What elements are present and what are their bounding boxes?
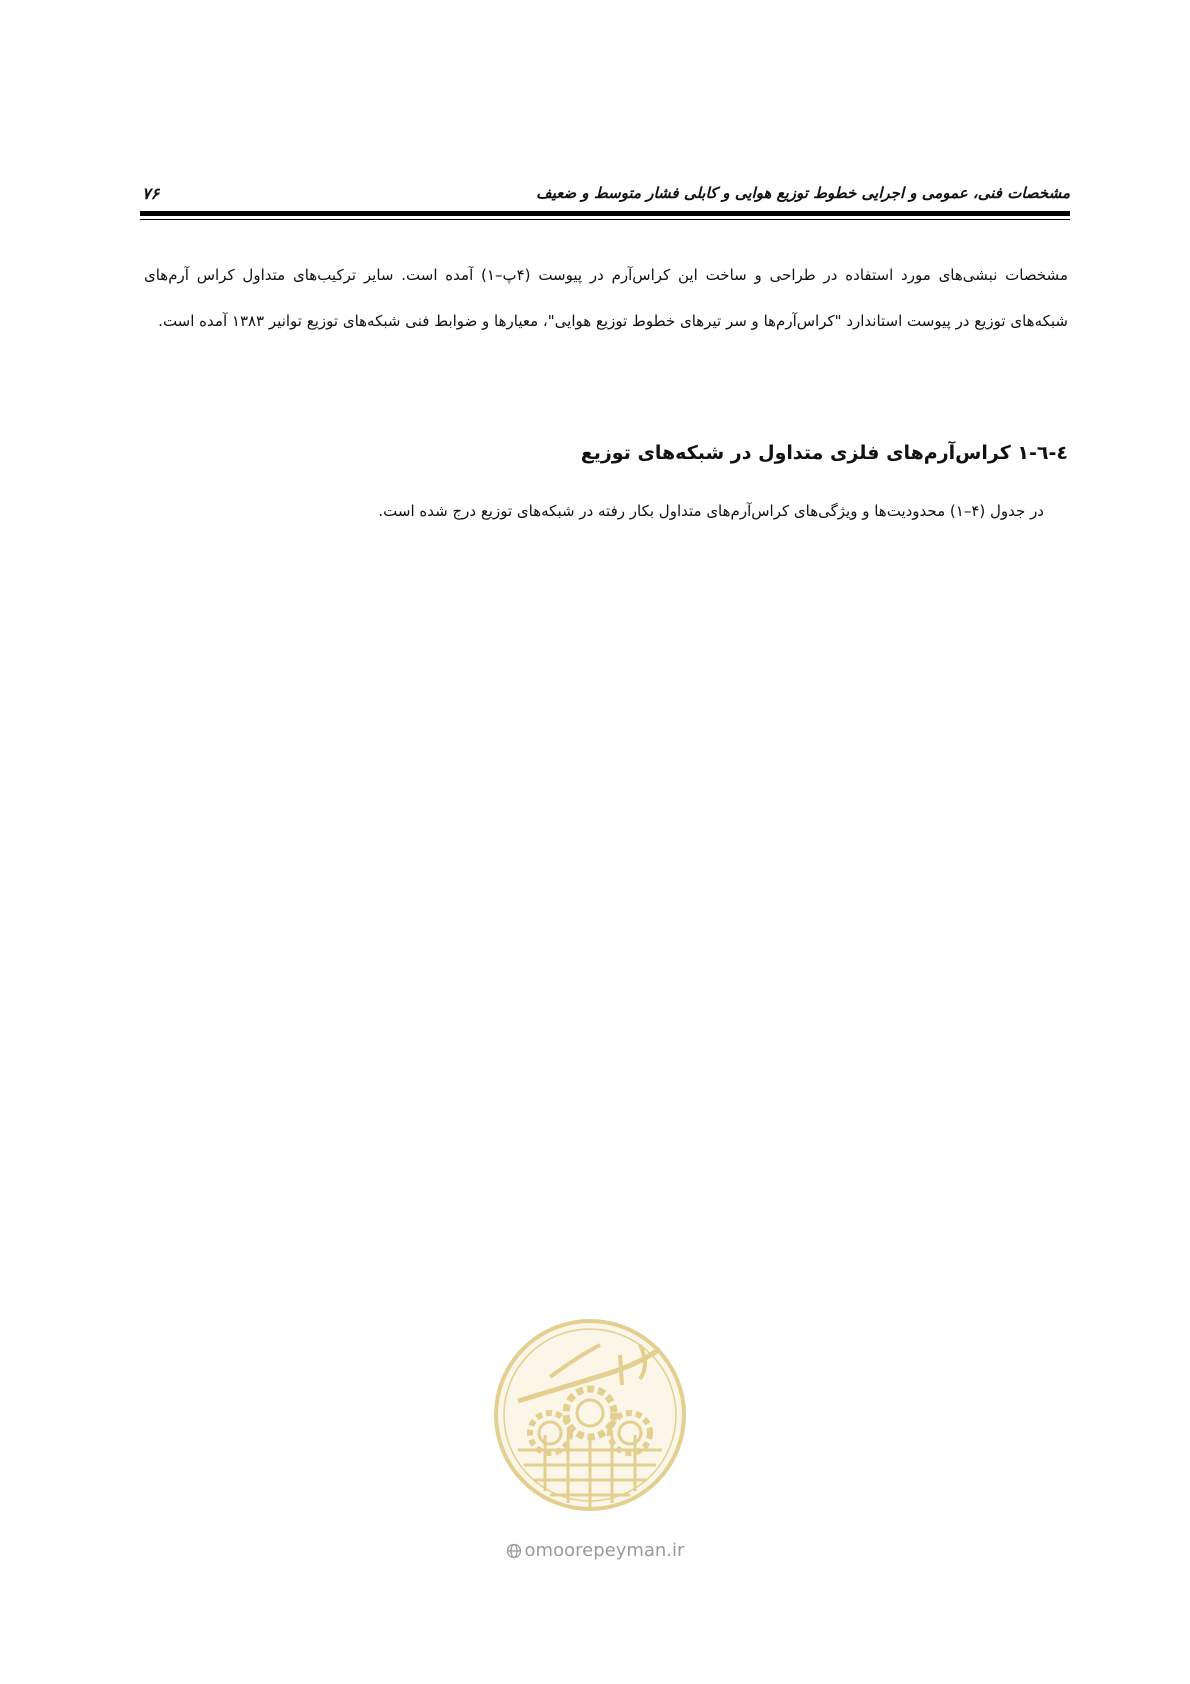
globe-icon — [506, 1543, 522, 1559]
watermark-logo — [490, 1315, 690, 1515]
website-text: omoorepeyman.ir — [524, 1540, 685, 1561]
seal-icon — [490, 1315, 690, 1515]
header-rule-thick — [140, 211, 1070, 216]
page-header — [140, 178, 1070, 210]
watermark-website — [0, 1540, 1190, 1561]
header-rule-thin — [140, 219, 1070, 220]
section-heading: ٤-٦-١ کراس‌آرم‌های فلزی متداول در شبکه‌های توزیع — [580, 442, 1068, 464]
page-number: ۷۶ — [142, 184, 160, 203]
body-paragraph: مشخصات نبشی‌های مورد استفاده در طراحی و ساخت این کراس‌آرم در پیوست (۴پ–۱) آمده است. سایر ترکیب‌های متداول کراس آرم‌های شبکه‌های توزیع در پیوست استاندارد "کراس‌آرم‌ها و سر تیرهای خطوط توزیع هوایی"، معیارها و ضوابط فنی شبکه‌های توزیع توانیر ۱۳۸۳ آمده است. — [144, 266, 1068, 330]
running-title: مشخصات فنی، عمومی و اجرایی خطوط توزیع هوایی و کابلی فشار متوسط و ضعیف — [536, 184, 1070, 202]
section-paragraph: در جدول (۴–۱) محدودیت‌ها و ویژگی‌های کراس‌آرم‌های متداول بکار رفته در شبکه‌های توزیع درج شده است. — [378, 502, 1044, 520]
